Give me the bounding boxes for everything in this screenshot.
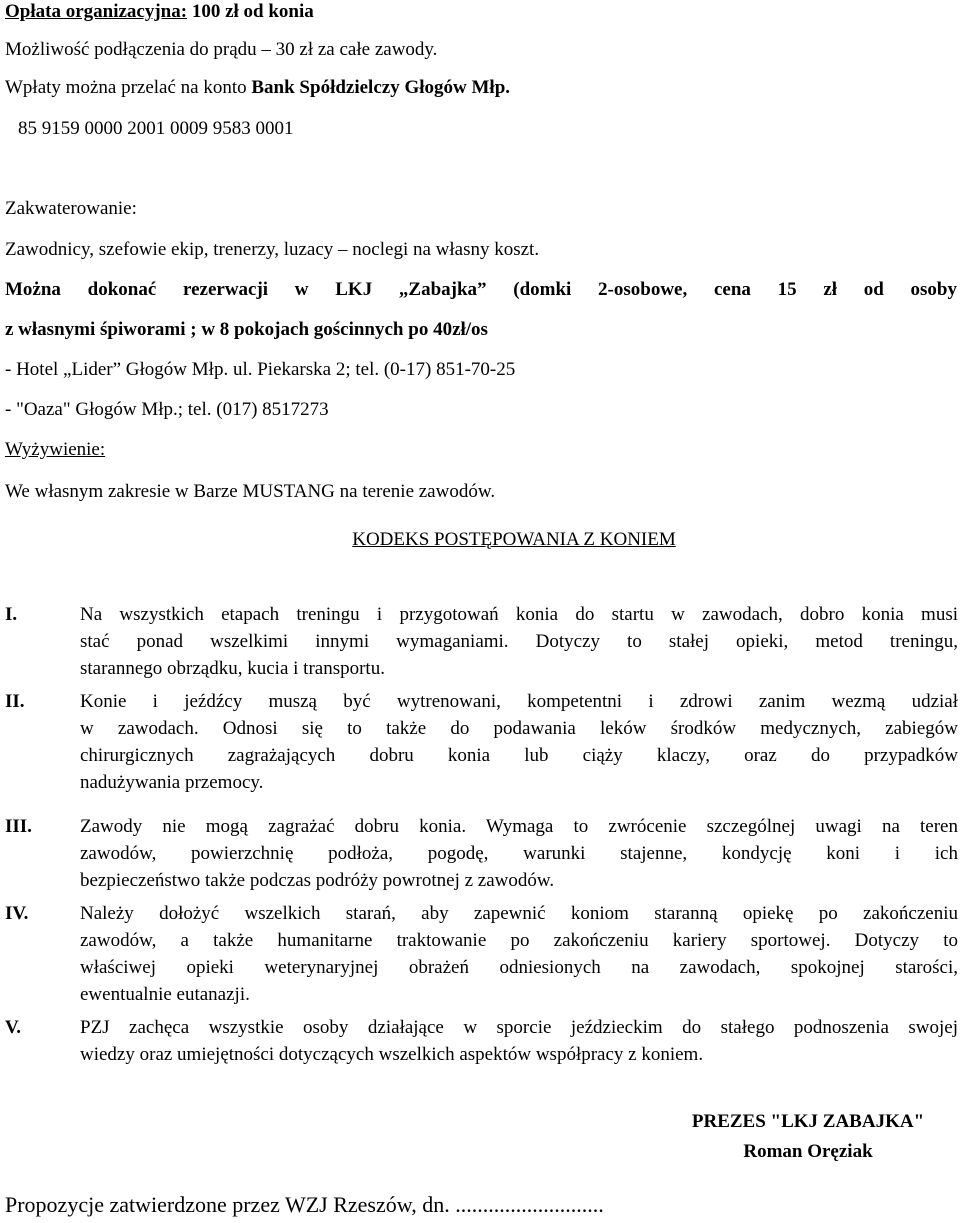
org-fee-value: 100 zł od konia xyxy=(187,1,314,22)
transfer-line xyxy=(5,76,510,100)
code-item-number: III. xyxy=(5,816,32,837)
code-item-line: nadużywania przemocy. xyxy=(80,772,264,793)
code-item-body xyxy=(80,902,958,1010)
transfer-prefix: Wpłaty można przelać na konto xyxy=(5,77,252,98)
lodging-line-2-text: Można dokonać rezerwacji w LKJ „Zabajka” (domki 2-osobowe, cena 15 zł od osoby xyxy=(5,279,957,300)
code-item-line: Zawody nie mogą zagrażać dobru konia. Wymaga to zwrócenie szczególnej uwagi na teren xyxy=(80,816,958,837)
bank-name: Bank Spółdzielczy Głogów Młp. xyxy=(251,77,511,98)
lodging-heading: Zakwaterowanie: xyxy=(5,198,137,219)
code-item-body xyxy=(80,603,958,684)
code-item-line: zawodów, powierzchnię podłoża, pogodę, warunki stajenne, kondycję koni i ich xyxy=(80,843,958,864)
signature-name: Roman Oręziak xyxy=(743,1141,873,1162)
code-item-line: Konie i jeźdźcy muszą być wytrenowani, kompetentni i zdrowi zanim wezmą udział xyxy=(80,691,958,712)
code-item-line: wiedzy oraz umiejętności dotyczących wszelkich aspektów współpracy z koniem. xyxy=(80,1044,704,1065)
code-title: KODEKS POSTĘPOWANIA Z KONIEM xyxy=(352,529,676,550)
code-item-body xyxy=(80,690,958,798)
signature-block xyxy=(658,1110,958,1164)
code-item-line: właściwej opieki weterynaryjnej obrażeń odniesionych na zawodach, spokojnej starości, xyxy=(80,957,958,978)
code-item-line: PZJ zachęca wszystkie osoby działające w sporcie jeździeckim do stałego podnoszenia swojej xyxy=(80,1017,958,1038)
hotel-lider: - Hotel „Lider” Głogów Młp. ul. Piekarska 2; tel. (0-17) 851-70-25 xyxy=(5,359,516,380)
approval-footer: Propozycje zatwierdzone przez WZJ Rzeszów, dn. ........................... xyxy=(5,1192,604,1217)
food-text: We własnym zakresie w Barze MUSTANG na terenie zawodów. xyxy=(5,481,496,502)
code-item-number: I. xyxy=(5,604,18,625)
org-fee-line xyxy=(5,0,314,24)
code-item-line: starannego obrządku, kucia i transportu. xyxy=(80,658,385,679)
org-fee-label: Opłata organizacyjna: xyxy=(5,1,188,22)
food-heading: Wyżywienie: xyxy=(5,439,106,460)
code-item-body xyxy=(80,815,958,896)
code-item-line: zawodów, a także humanitarne traktowanie po zakończeniu kariery sportowej. Dotyczy to xyxy=(80,930,958,951)
code-item-number: IV. xyxy=(5,903,29,924)
code-item-line: Należy dołożyć wszelkich starań, aby zapewnić koniom staranną opiekę po zakończeniu xyxy=(80,903,958,924)
code-item-line: Na wszystkich etapach treningu i przygotowań konia do startu w zawodach, dobro konia musi xyxy=(80,604,958,625)
hotel-oaza: - "Oaza" Głogów Młp.; tel. (017) 8517273 xyxy=(5,399,329,420)
signature-title: PREZES "LKJ ZABAJKA" xyxy=(691,1111,925,1132)
code-item-line: ewentualnie eutanazji. xyxy=(80,984,250,1005)
code-item-number: II. xyxy=(5,691,25,712)
power-fee-line: Możliwość podłączenia do prądu – 30 zł za całe zawody. xyxy=(5,39,438,60)
lodging-line-3: z własnymi śpiworami ; w 8 pokojach gościnnych po 40zł/os xyxy=(5,319,488,340)
code-item-line: bezpieczeństwo także podczas podróży powrotnej z zawodów. xyxy=(80,870,555,891)
code-item-line: chirurgicznych zagrażających dobru konia lub ciąży klaczy, oraz do przypadków xyxy=(80,745,958,766)
code-item-number: V. xyxy=(5,1017,22,1038)
lodging-line-2 xyxy=(5,278,957,302)
code-item-body xyxy=(80,1016,958,1070)
account-number: 85 9159 0000 2001 0009 9583 0001 xyxy=(18,118,294,139)
lodging-line-1: Zawodnicy, szefowie ekip, trenerzy, luzacy – noclegi na własny koszt. xyxy=(5,239,540,260)
code-item-line: stać ponad wszelkimi innymi wymaganiami. Dotyczy to stałej opieki, metod treningu, xyxy=(80,631,958,652)
code-item-line: w zawodach. Odnosi się to także do podawania leków środków medycznych, zabiegów xyxy=(80,718,958,739)
